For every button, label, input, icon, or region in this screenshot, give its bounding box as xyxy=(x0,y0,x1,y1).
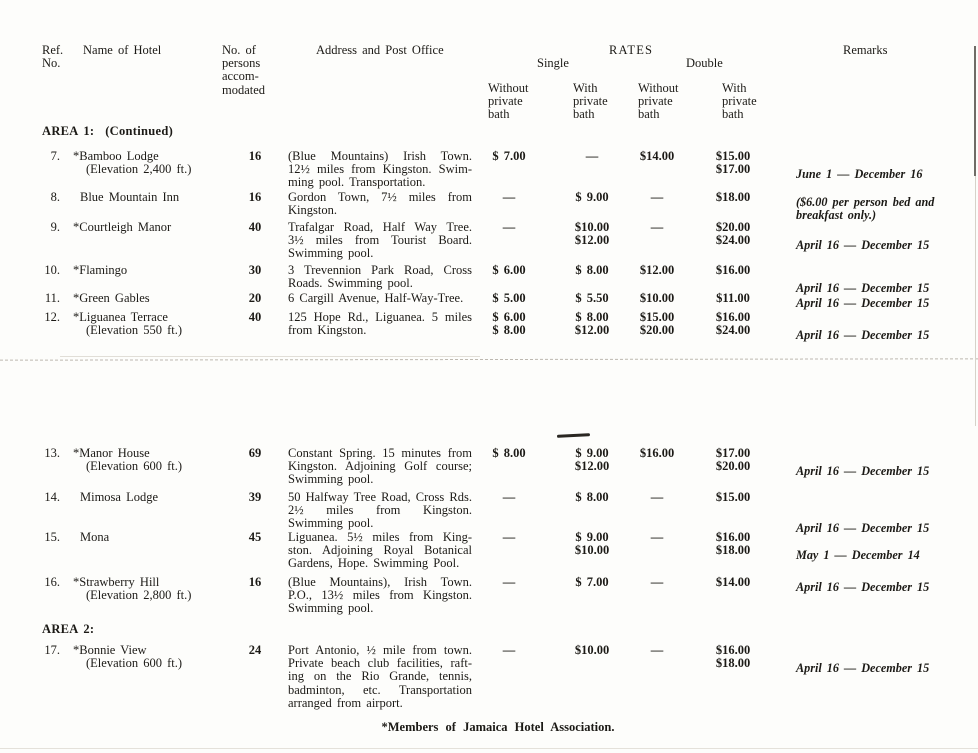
col-header-address: Address and Post Office xyxy=(316,43,444,57)
ref-no-cell: 10. xyxy=(44,263,60,277)
persons-cell: 24 xyxy=(248,643,262,657)
rate-single-with-cell: $ 9.00 $12.00 xyxy=(574,446,610,474)
rate-single-without-cell: $ 7.00 xyxy=(492,149,526,163)
persons-cell: 30 xyxy=(248,263,262,277)
col-header-single: Single xyxy=(537,56,569,70)
rate-single-without-cell: — xyxy=(502,575,516,589)
address-cell: 3 Trevennion Park Road, Cross Roads. Swimming pool. xyxy=(288,263,472,291)
ref-no-cell: 8. xyxy=(50,190,60,204)
hotel-name-cell: *Courtleigh Manor xyxy=(73,220,172,234)
persons-cell: 39 xyxy=(248,490,262,504)
ref-no-cell: 9. xyxy=(50,220,60,234)
rate-double-without-cell: $15.00 $20.00 xyxy=(639,310,675,338)
scan-bottom-edge xyxy=(0,748,978,749)
remarks-cell: June 1 — December 16 xyxy=(796,167,923,182)
persons-cell: 20 xyxy=(248,291,262,305)
rate-single-with-cell: $ 8.00 xyxy=(575,490,609,504)
col-header-persons: No. of persons accom- modated xyxy=(222,43,266,97)
persons-cell: 40 xyxy=(248,310,262,324)
rate-double-with-cell: $15.00 $17.00 xyxy=(715,149,751,177)
persons-cell: 16 xyxy=(248,149,262,163)
rate-single-with-cell: — xyxy=(585,149,599,163)
address-cell: Port Antonio, ½ mile from town. Private beach club facilities, raft- ing on the Rio Grande, tennis, badminton, etc. Transportation arranged from airport. xyxy=(288,643,472,710)
ref-no-cell: 15. xyxy=(44,530,60,544)
rate-double-without-cell: $16.00 xyxy=(639,446,675,460)
address-cell: Constant Spring. 15 minutes from Kingston. Adjoining Golf course; Swimming pool. xyxy=(288,446,472,487)
rate-single-with-cell: $ 9.00 $10.00 xyxy=(574,530,610,558)
rate-single-without-cell: — xyxy=(502,190,516,204)
rate-single-without-cell: — xyxy=(502,490,516,504)
remarks-cell: April 16 — December 15 xyxy=(796,238,930,253)
col-header-ref-no: Ref. No. xyxy=(42,43,64,71)
rate-double-without-cell: — xyxy=(650,220,664,234)
remarks-cell: April 16 — December 15 xyxy=(796,296,930,310)
ref-no-cell: 13. xyxy=(44,446,60,460)
address-cell: 50 Halfway Tree Road, Cross Rds. 2½ miles from Kingston. Swimming pool. xyxy=(288,490,472,531)
rate-single-with-cell: $ 5.50 xyxy=(575,291,609,305)
hotel-name-cell: Mona xyxy=(80,530,110,544)
ref-no-cell: 11. xyxy=(44,291,60,305)
remarks-cell: April 16 — December 15 xyxy=(796,580,930,594)
remarks-cell: April 16 — December 15 xyxy=(796,464,930,479)
rate-single-without-cell: — xyxy=(502,643,516,657)
ref-no-cell: 12. xyxy=(44,310,60,324)
rate-double-without-cell: $12.00 xyxy=(639,263,675,277)
address-cell: Liguanea. 5½ miles from King- ston. Adjoining Royal Botanical Gardens, Hope. Swimming Pool. xyxy=(288,530,472,571)
rate-single-without-cell: $ 5.00 xyxy=(492,291,526,305)
rate-double-without-cell: — xyxy=(650,575,664,589)
hotel-name-cell: *Bonnie View (Elevation 600 ft.) xyxy=(73,643,182,671)
scan-page-edge-line xyxy=(974,46,976,176)
ref-no-cell: 16. xyxy=(44,575,60,589)
rate-double-with-cell: $18.00 xyxy=(715,190,751,204)
scan-page-edge-line-faint xyxy=(975,176,976,426)
rate-double-with-cell: $20.00 $24.00 xyxy=(715,220,751,248)
address-cell: (Blue Mountains), Irish Town. P.O., 13½ miles from Kingston. Swimming pool. xyxy=(288,575,472,616)
area-section-heading: AREA 1: (Continued) xyxy=(42,124,174,138)
rate-double-without-cell: $10.00 xyxy=(639,291,675,305)
hotel-name-cell: *Green Gables xyxy=(73,291,150,305)
rate-double-with-cell: $16.00 $24.00 xyxy=(715,310,751,338)
col-header-double-without-bath: Without private bath xyxy=(638,81,679,122)
rate-double-without-cell: — xyxy=(650,643,664,657)
address-cell: (Blue Mountains) Irish Town. 12½ miles from Kingston. Swim- ming pool. Transportation. xyxy=(288,149,472,190)
persons-cell: 40 xyxy=(248,220,262,234)
address-cell: Gordon Town, 7½ miles from Kingston. xyxy=(288,190,472,218)
hotel-name-cell: Blue Mountain Inn xyxy=(80,190,180,204)
rate-single-without-cell: $ 6.00 $ 8.00 xyxy=(492,310,526,338)
col-header-rates: RATES xyxy=(609,43,654,57)
remarks-cell: April 16 — December 15 xyxy=(796,281,930,296)
rate-double-with-cell: $16.00 $18.00 xyxy=(715,530,751,558)
rate-double-without-cell: — xyxy=(650,190,664,204)
col-header-single-without-bath: Without private bath xyxy=(488,81,529,122)
rate-double-with-cell: $15.00 xyxy=(715,490,751,504)
col-header-double: Double xyxy=(686,56,723,70)
hotel-name-cell: *Liguanea Terrace (Elevation 550 ft.) xyxy=(73,310,182,338)
rate-double-without-cell: $14.00 xyxy=(639,149,675,163)
rate-single-with-cell: $ 9.00 xyxy=(575,190,609,204)
rate-single-without-cell: $ 6.00 xyxy=(492,263,526,277)
rate-double-with-cell: $17.00 $20.00 xyxy=(715,446,751,474)
rate-single-without-cell: — xyxy=(502,530,516,544)
persons-cell: 69 xyxy=(248,446,262,460)
address-cell: 125 Hope Rd., Liguanea. 5 miles from Kingston. xyxy=(288,310,472,338)
remarks-cell: April 16 — December 15 xyxy=(796,521,930,536)
rate-double-without-cell: — xyxy=(650,490,664,504)
rate-single-with-cell: $ 7.00 xyxy=(575,575,609,589)
hotel-name-cell: *Manor House (Elevation 600 ft.) xyxy=(73,446,182,474)
col-header-single-with-bath: With private bath xyxy=(573,81,608,122)
persons-cell: 16 xyxy=(248,190,262,204)
members-footnote: *Members of Jamaica Hotel Association. xyxy=(381,720,615,734)
rate-double-with-cell: $16.00 $18.00 xyxy=(715,643,751,671)
persons-cell: 45 xyxy=(248,530,262,544)
scan-ink-dash-artifact xyxy=(557,433,590,438)
col-header-hotel-name: Name of Hotel xyxy=(83,43,162,57)
address-cell: 6 Cargill Avenue, Half-Way-Tree. xyxy=(288,291,464,305)
remarks-cell: April 16 — December 15 xyxy=(796,328,930,343)
rate-single-without-cell: — xyxy=(502,220,516,234)
rate-single-with-cell: $ 8.00 xyxy=(575,263,609,277)
rate-double-with-cell: $16.00 xyxy=(715,263,751,277)
persons-cell: 16 xyxy=(248,575,262,589)
scan-fold-line-highlight xyxy=(60,356,480,357)
rate-double-without-cell: — xyxy=(650,530,664,544)
rate-double-with-cell: $14.00 xyxy=(715,575,751,589)
area-section-heading: AREA 2: xyxy=(42,622,95,636)
rate-single-with-cell: $10.00 $12.00 xyxy=(574,220,610,248)
remarks-cell: May 1 — December 14 xyxy=(796,548,920,563)
rate-single-without-cell: $ 8.00 xyxy=(492,446,526,460)
col-header-remarks: Remarks xyxy=(843,43,888,57)
hotel-name-cell: Mimosa Lodge xyxy=(80,490,159,504)
rate-double-with-cell: $11.00 xyxy=(716,291,750,305)
rate-single-with-cell: $10.00 xyxy=(574,643,610,657)
address-cell: Trafalgar Road, Half Way Tree. 3½ miles from Tourist Board. Swimming pool. xyxy=(288,220,472,261)
ref-no-cell: 14. xyxy=(44,490,60,504)
hotel-name-cell: *Flamingo xyxy=(73,263,128,277)
remarks-cell: ($6.00 per person bed and breakfast only.) xyxy=(796,195,935,223)
hotel-name-cell: *Bamboo Lodge (Elevation 2,400 ft.) xyxy=(73,149,192,177)
ref-no-cell: 17. xyxy=(44,643,60,657)
ref-no-cell: 7. xyxy=(50,149,60,163)
col-header-double-with-bath: With private bath xyxy=(722,81,757,122)
remarks-cell: April 16 — December 15 xyxy=(796,661,930,676)
scan-fold-line xyxy=(0,358,978,360)
rate-single-with-cell: $ 8.00 $12.00 xyxy=(574,310,610,338)
hotel-name-cell: *Strawberry Hill (Elevation 2,800 ft.) xyxy=(73,575,192,603)
